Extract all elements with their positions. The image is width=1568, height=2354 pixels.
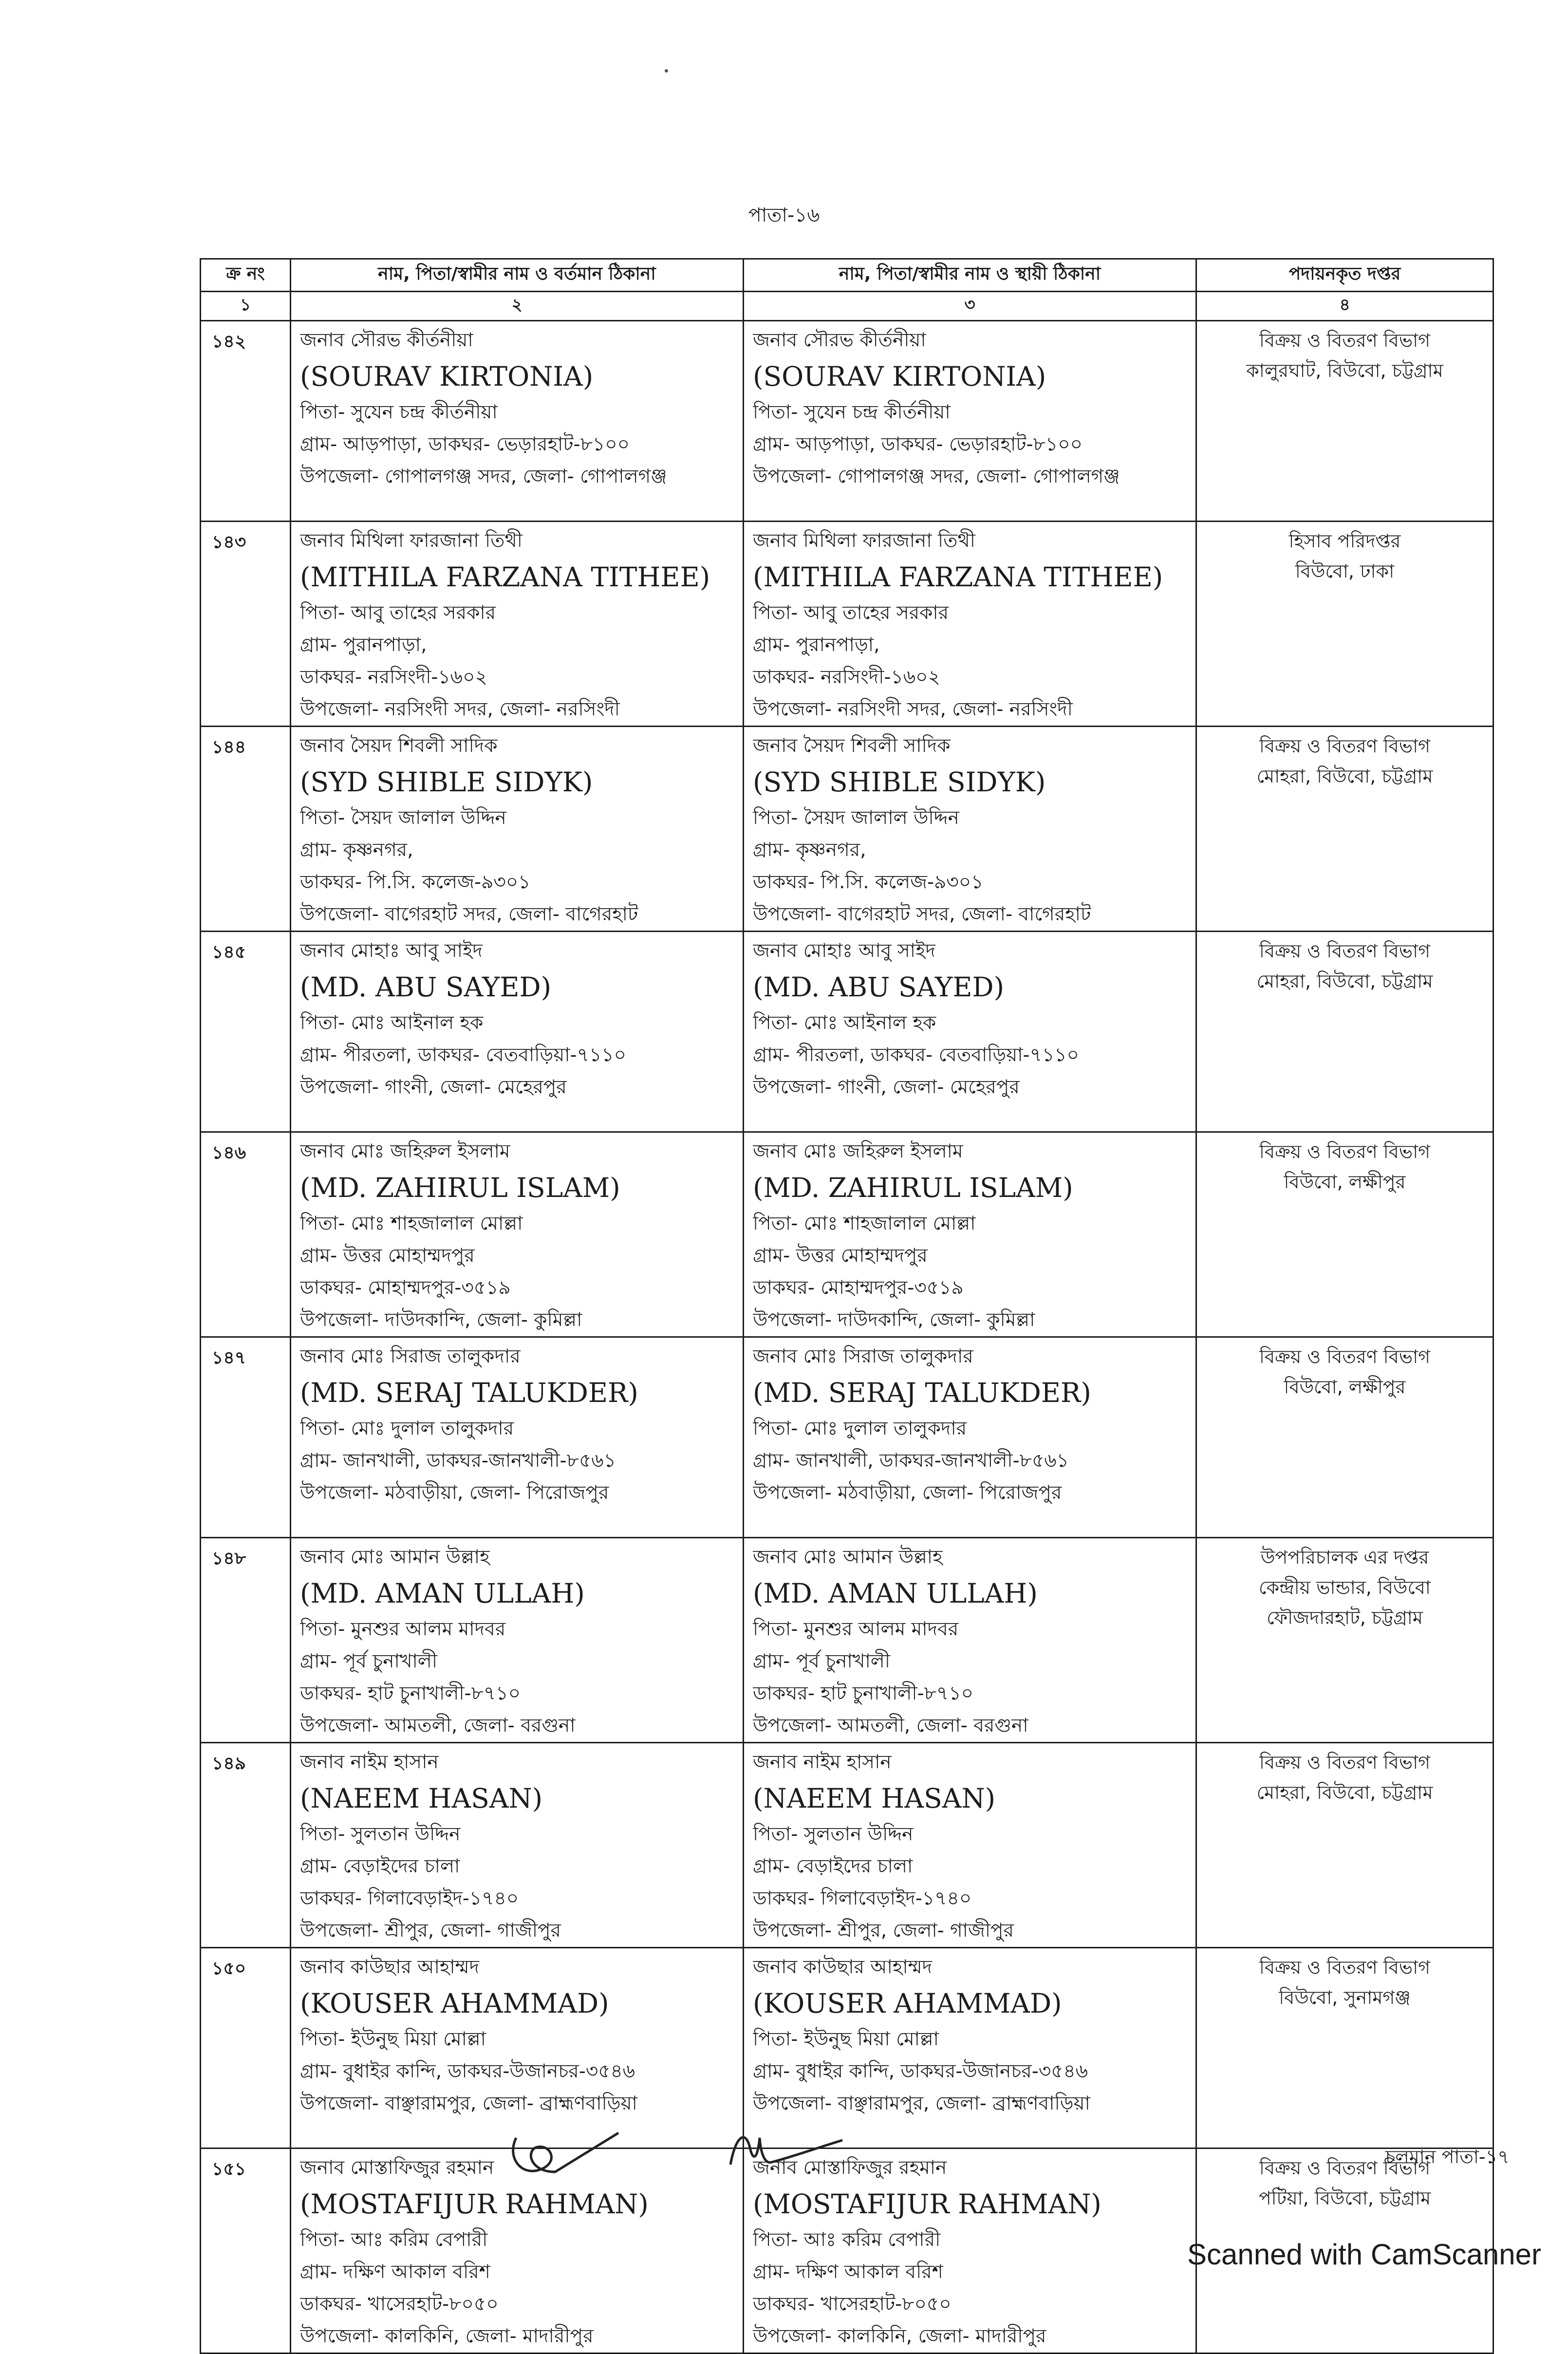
office-line: পটিয়া, বিউবো, চট্টগ্রাম <box>1258 2187 1431 2209</box>
address-line: গ্রাম- কৃষ্ণনগর, <box>300 839 413 861</box>
name-bangla: জনাব মোহাঃ আবু সাইদ <box>753 940 935 962</box>
address-line: গ্রাম- বুধাইর কান্দি, ডাকঘর-উজানচর-৩৫৪৬ <box>753 2060 1088 2082</box>
address-line: ডাকঘর- গিলাবেড়াইদ-১৭৪০ <box>300 1887 519 1909</box>
name-english: (MOSTAFIJUR RAHMAN) <box>753 2188 1101 2220</box>
table-body <box>201 321 1493 2354</box>
name-bangla: জনাব মোঃ আমান উল্লাহ <box>300 1546 490 1568</box>
signature-right <box>730 2137 842 2165</box>
table-row <box>201 1132 1493 1337</box>
name-english: (KOUSER AHAMMAD) <box>300 1988 609 2019</box>
office-line: বিক্রয় ও বিতরণ বিভাগ <box>1259 940 1431 962</box>
address-line: উপজেলা- গোপালগঞ্জ সদর, জেলা- গোপালগঞ্জ <box>753 466 1120 487</box>
address-line: উপজেলা- বাগেরহাট সদর, জেলা- বাগেরহাট <box>753 903 1091 925</box>
office-line: বিক্রয় ও বিতরণ বিভাগ <box>1259 735 1431 757</box>
table-row <box>201 522 1493 727</box>
name-bangla: জনাব মোঃ আমান উল্লাহ <box>753 1546 943 1568</box>
office-line: উপপরিচালক এর দপ্তর <box>1260 1547 1429 1568</box>
permanent-address-cell <box>744 1743 1196 1948</box>
address-line: উপজেলা- বাগেরহাট সদর, জেলা- বাগেরহাট <box>300 903 638 925</box>
name-english: (NAEEM HASAN) <box>300 1783 543 1814</box>
office-line: বিক্রয় ও বিতরণ বিভাগ <box>1259 330 1431 351</box>
name-bangla: জনাব নাইম হাসান <box>753 1751 892 1773</box>
address-line: গ্রাম- বেড়াইদের চালা <box>753 1855 913 1877</box>
posting-office-cell <box>1196 1538 1493 1743</box>
address-line: ডাকঘর- মোহাম্মদপুর-৩৫১৯ <box>300 1277 511 1299</box>
posting-office-cell <box>1196 321 1493 522</box>
permanent-address-cell <box>744 1337 1196 1538</box>
table-row <box>201 321 1493 522</box>
name-english: (MD. ABU SAYED) <box>300 971 552 1003</box>
address-line: উপজেলা- বাঞ্ছারামপুর, জেলা- ব্রাহ্মণবাড়িয়া <box>753 2092 1090 2114</box>
name-bangla: জনাব মোঃ জহিরুল ইসলাম <box>300 1140 510 1162</box>
address-line: গ্রাম- আড়পাড়া, ডাকঘর- ভেড়ারহাট-৮১০০ <box>753 433 1083 455</box>
posting-office-cell <box>1196 932 1493 1132</box>
name-english: (MD. AMAN ULLAH) <box>753 1578 1038 1609</box>
office-line: বিউবো, ঢাকা <box>1295 560 1395 582</box>
address-line: গ্রাম- জানখালী, ডাকঘর-জানখালী-৮৫৬১ <box>300 1450 616 1472</box>
office-line: হিসাব পরিদপ্তর <box>1288 530 1401 552</box>
office-line: বিউবো, সুনামগঞ্জ <box>1279 1987 1411 2008</box>
page-number: পাতা-১৬ <box>748 204 820 226</box>
scan-speck <box>665 69 668 73</box>
name-bangla: জনাব সৌরভ কীর্তনীয়া <box>753 329 926 351</box>
name-english: (MD. SERAJ TALUKDER) <box>300 1377 638 1408</box>
office-line: মোহরা, বিউবো, চট্টগ্রাম <box>1256 971 1433 992</box>
serial-number: ১৪৩ <box>201 522 291 727</box>
permanent-address-cell <box>744 727 1196 932</box>
father-name: পিতা- মোঃ আইনাল হক <box>753 1012 936 1034</box>
serial-number: ১৪৪ <box>201 727 291 932</box>
office-line: বিউবো, লক্ষীপুর <box>1284 1376 1406 1398</box>
posting-office-cell <box>1196 1337 1493 1538</box>
father-name: পিতা- সুলতান উদ্দিন <box>300 1823 461 1845</box>
father-name: পিতা- সুযেন চন্দ্র কীর্তনীয়া <box>300 401 498 423</box>
address-line: উপজেলা- মঠবাড়ীয়া, জেলা- পিরোজপুর <box>300 1482 609 1504</box>
present-address-cell <box>291 1132 744 1337</box>
office-line: বিক্রয় ও বিতরণ বিভাগ <box>1259 2157 1431 2179</box>
address-line: গ্রাম- উত্তর মোহাম্মদপুর <box>753 1245 928 1267</box>
office-line: কালুরঘাট, বিউবো, চট্টগ্রাম <box>1246 360 1443 381</box>
name-bangla: জনাব কাউছার আহাম্মদ <box>300 1956 480 1978</box>
name-bangla: জনাব মোঃ জহিরুল ইসলাম <box>753 1140 963 1162</box>
continued-page-note: চলমান পাতা-১৭ <box>1385 2146 1510 2167</box>
name-bangla: জনাব মোঃ সিরাজ তালুকদার <box>300 1345 521 1367</box>
address-line: ডাকঘর- গিলাবেড়াইদ-১৭৪০ <box>753 1887 972 1909</box>
father-name: পিতা- আবু তাহের সরকার <box>753 602 949 624</box>
serial-number: ১৪২ <box>201 321 291 522</box>
address-line: গ্রাম- জানখালী, ডাকঘর-জানখালী-৮৫৬১ <box>753 1450 1069 1472</box>
present-address-cell <box>291 932 744 1132</box>
name-english: (MITHILA FARZANA TITHEE) <box>300 561 710 593</box>
table-row <box>201 1337 1493 1538</box>
posting-office-cell <box>1196 1948 1493 2148</box>
address-line: গ্রাম- পূর্ব চুনাখালী <box>300 1650 437 1672</box>
office-line: মোহরা, বিউবো, চট্টগ্রাম <box>1256 1782 1433 1803</box>
name-english: (NAEEM HASAN) <box>753 1783 996 1814</box>
office-line: বিক্রয় ও বিতরণ বিভাগ <box>1259 1752 1431 1773</box>
office-line: বিক্রয় ও বিতরণ বিভাগ <box>1259 1346 1431 1367</box>
father-name: পিতা- সৈয়দ জালাল উদ্দিন <box>753 807 959 829</box>
present-address-cell <box>291 727 744 932</box>
name-english: (MD. ABU SAYED) <box>753 971 1005 1003</box>
permanent-address-cell <box>744 932 1196 1132</box>
address-line: ডাকঘর- মোহাম্মদপুর-৩৫১৯ <box>753 1277 964 1299</box>
address-line: গ্রাম- কৃষ্ণনগর, <box>753 839 866 861</box>
address-line: গ্রাম- বুধাইর কান্দি, ডাকঘর-উজানচর-৩৫৪৬ <box>300 2060 635 2082</box>
name-english: (KOUSER AHAMMAD) <box>753 1988 1062 2019</box>
address-line: উপজেলা- গাংনী, জেলা- মেহেরপুর <box>753 1076 1020 1098</box>
posting-office-cell <box>1196 727 1493 932</box>
address-line: উপজেলা- বাঞ্ছারামপুর, জেলা- ব্রাহ্মণবাড়িয়া <box>300 2092 637 2114</box>
name-english: (MD. SERAJ TALUKDER) <box>753 1377 1091 1408</box>
permanent-address-cell <box>744 522 1196 727</box>
column-index: ৩ <box>744 292 1196 321</box>
name-bangla: জনাব সৈয়দ শিবলী সাদিক <box>753 735 951 757</box>
address-line: গ্রাম- পুরানপাড়া, <box>753 634 880 656</box>
scanner-watermark: Scanned with CamScanner <box>1187 2238 1541 2271</box>
present-address-cell <box>291 522 744 727</box>
father-name: পিতা- মোঃ শাহজালাল মোল্লা <box>300 1213 523 1234</box>
serial-number: ১৪৯ <box>201 1743 291 1948</box>
address-line: গ্রাম- পীরতলা, ডাকঘর- বেতবাড়িয়া-৭১১০ <box>300 1044 626 1066</box>
name-bangla: জনাব মোঃ সিরাজ তালুকদার <box>753 1345 973 1367</box>
permanent-address-cell <box>744 1132 1196 1337</box>
father-name: পিতা- মোঃ আইনাল হক <box>300 1012 484 1034</box>
posting-table <box>200 258 1494 2354</box>
address-line: উপজেলা- মঠবাড়ীয়া, জেলা- পিরোজপুর <box>753 1482 1062 1504</box>
serial-number: ১৪৬ <box>201 1132 291 1337</box>
permanent-address-cell <box>744 1538 1196 1743</box>
address-line: উপজেলা- কালকিনি, জেলা- মাদারীপুর <box>753 2325 1046 2347</box>
address-line: উপজেলা- আমতলী, জেলা- বরগুনা <box>753 1715 1028 1737</box>
address-line: উপজেলা- কালকিনি, জেলা- মাদারীপুর <box>300 2325 594 2347</box>
header-present-address: নাম, পিতা/স্বামীর নাম ও বর্তমান ঠিকানা <box>291 259 744 292</box>
father-name: পিতা- মোঃ দুলাল তালুকদার <box>753 1418 967 1439</box>
address-line: ডাকঘর- পি.সি. কলেজ-৯৩০১ <box>300 871 531 893</box>
table-row <box>201 1538 1493 1743</box>
father-name: পিতা- মোঃ শাহজালাল মোল্লা <box>753 1213 976 1234</box>
signature-left <box>513 2133 618 2172</box>
father-name: পিতা- সৈয়দ জালাল উদ্দিন <box>300 807 506 829</box>
signatures <box>506 2118 906 2191</box>
address-line: ডাকঘর- নরসিংদী-১৬০২ <box>300 666 487 688</box>
name-english: (SOURAV KIRTONIA) <box>753 361 1046 392</box>
address-line: উপজেলা- নরসিংদী সদর, জেলা- নরসিংদী <box>300 698 620 720</box>
posting-office-cell <box>1196 522 1493 727</box>
address-line: ডাকঘর- খাসেরহাট-৮০৫০ <box>300 2293 499 2315</box>
father-name: পিতা- মোঃ দুলাল তালুকদার <box>300 1418 514 1439</box>
father-name: পিতা- মুনশুর আলম মাদবর <box>753 1618 959 1640</box>
address-line: গ্রাম- উত্তর মোহাম্মদপুর <box>300 1245 475 1267</box>
serial-number: ১৫০ <box>201 1948 291 2148</box>
header-permanent-address: নাম, পিতা/স্বামীর নাম ও স্থায়ী ঠিকানা <box>744 259 1196 292</box>
permanent-address-cell <box>744 321 1196 522</box>
address-line: গ্রাম- পূর্ব চুনাখালী <box>753 1650 890 1672</box>
name-english: (MOSTAFIJUR RAHMAN) <box>300 2188 649 2220</box>
name-english: (SYD SHIBLE SIDYK) <box>300 766 593 798</box>
header-posting-office: পদায়নকৃত দপ্তর <box>1196 259 1493 292</box>
header-serial: ক্র নং <box>201 259 291 292</box>
header-row <box>201 259 1493 292</box>
name-bangla: জনাব সৈয়দ শিবলী সাদিক <box>300 735 498 757</box>
father-name: পিতা- সুযেন চন্দ্র কীর্তনীয়া <box>753 401 951 423</box>
address-line: গ্রাম- দক্ষিণ আকাল বরিশ <box>300 2261 490 2283</box>
serial-number: ১৪৫ <box>201 932 291 1132</box>
father-name: পিতা- মুনশুর আলম মাদবর <box>300 1618 506 1640</box>
address-line: গ্রাম- পুরানপাড়া, <box>300 634 427 656</box>
serial-number: ১৫১ <box>201 2148 291 2354</box>
father-name: পিতা- সুলতান উদ্দিন <box>753 1823 914 1845</box>
office-line: কেন্দ্রীয় ভান্ডার, বিউবো <box>1259 1577 1431 1598</box>
address-line: উপজেলা- নরসিংদী সদর, জেলা- নরসিংদী <box>753 698 1073 720</box>
father-name: পিতা- আঃ করিম বেপারী <box>300 2229 488 2251</box>
column-index: ৪ <box>1196 292 1493 321</box>
name-bangla: জনাব সৌরভ কীর্তনীয়া <box>300 329 473 351</box>
father-name: পিতা- ইউনুছ মিয়া মোল্লা <box>753 2028 939 2050</box>
name-bangla: জনাব নাইম হাসান <box>300 1751 439 1773</box>
serial-number: ১৪৮ <box>201 1538 291 1743</box>
address-line: গ্রাম- পীরতলা, ডাকঘর- বেতবাড়িয়া-৭১১০ <box>753 1044 1079 1066</box>
table-row <box>201 1743 1493 1948</box>
present-address-cell <box>291 1538 744 1743</box>
name-english: (MD. AMAN ULLAH) <box>300 1578 585 1609</box>
address-line: উপজেলা- শ্রীপুর, জেলা- গাজীপুর <box>300 1920 561 1942</box>
name-english: (SOURAV KIRTONIA) <box>300 361 594 392</box>
name-english: (SYD SHIBLE SIDYK) <box>753 766 1046 798</box>
office-line: ফৌজদারহাট, চট্টগ্রাম <box>1267 1607 1423 1628</box>
name-english: (MITHILA FARZANA TITHEE) <box>753 561 1163 593</box>
address-line: উপজেলা- দাউদকান্দি, জেলা- কুমিল্লা <box>753 1309 1035 1331</box>
address-line: উপজেলা- দাউদকান্দি, জেলা- কুমিল্লা <box>300 1309 582 1331</box>
column-index: ২ <box>291 292 744 321</box>
present-address-cell <box>291 1337 744 1538</box>
posting-office-cell <box>1196 1132 1493 1337</box>
office-line: বিউবো, লক্ষীপুর <box>1284 1171 1406 1193</box>
column-index: ১ <box>201 292 291 321</box>
father-name: পিতা- ইউনুছ মিয়া মোল্লা <box>300 2028 486 2050</box>
column-index-row <box>201 292 1493 321</box>
posting-office-cell <box>1196 1743 1493 1948</box>
address-line: উপজেলা- গোপালগঞ্জ সদর, জেলা- গোপালগঞ্জ <box>300 466 667 487</box>
address-line: উপজেলা- শ্রীপুর, জেলা- গাজীপুর <box>753 1920 1014 1942</box>
address-line: গ্রাম- আড়পাড়া, ডাকঘর- ভেড়ারহাট-৮১০০ <box>300 433 630 455</box>
table-row <box>201 932 1493 1132</box>
address-line: উপজেলা- গাংনী, জেলা- মেহেরপুর <box>300 1076 567 1098</box>
name-bangla: জনাব কাউছার আহাম্মদ <box>753 1956 933 1978</box>
father-name: পিতা- আঃ করিম বেপারী <box>753 2229 941 2251</box>
address-line: ডাকঘর- নরসিংদী-১৬০২ <box>753 666 940 688</box>
name-bangla: জনাব মিথিলা ফারজানা তিথী <box>300 530 523 552</box>
name-english: (MD. ZAHIRUL ISLAM) <box>300 1172 620 1203</box>
serial-number: ১৪৭ <box>201 1337 291 1538</box>
name-bangla: জনাব মোহাঃ আবু সাইদ <box>300 940 483 962</box>
present-address-cell <box>291 1743 744 1948</box>
address-line: গ্রাম- দক্ষিণ আকাল বরিশ <box>753 2261 943 2283</box>
address-line: ডাকঘর- হাট চুনাখালী-৮৭১০ <box>300 1682 521 1704</box>
father-name: পিতা- আবু তাহের সরকার <box>300 602 496 624</box>
address-line: ডাকঘর- পি.সি. কলেজ-৯৩০১ <box>753 871 984 893</box>
table-row <box>201 727 1493 932</box>
office-line: বিক্রয় ও বিতরণ বিভাগ <box>1259 1957 1431 1978</box>
office-line: বিক্রয় ও বিতরণ বিভাগ <box>1259 1141 1431 1162</box>
address-line: ডাকঘর- হাট চুনাখালী-৮৭১০ <box>753 1682 973 1704</box>
address-line: উপজেলা- আমতলী, জেলা- বরগুনা <box>300 1715 576 1737</box>
present-address-cell <box>291 321 744 522</box>
address-line: গ্রাম- বেড়াইদের চালা <box>300 1855 460 1877</box>
address-line: ডাকঘর- খাসেরহাট-৮০৫০ <box>753 2293 952 2315</box>
name-bangla: জনাব মিথিলা ফারজানা তিথী <box>753 530 975 552</box>
name-english: (MD. ZAHIRUL ISLAM) <box>753 1172 1073 1203</box>
name-bangla: জনাব মোস্তাফিজুর রহমান <box>753 2157 947 2179</box>
name-bangla: জনাব মোস্তাফিজুর রহমান <box>300 2157 494 2179</box>
office-line: মোহরা, বিউবো, চট্টগ্রাম <box>1256 766 1433 787</box>
